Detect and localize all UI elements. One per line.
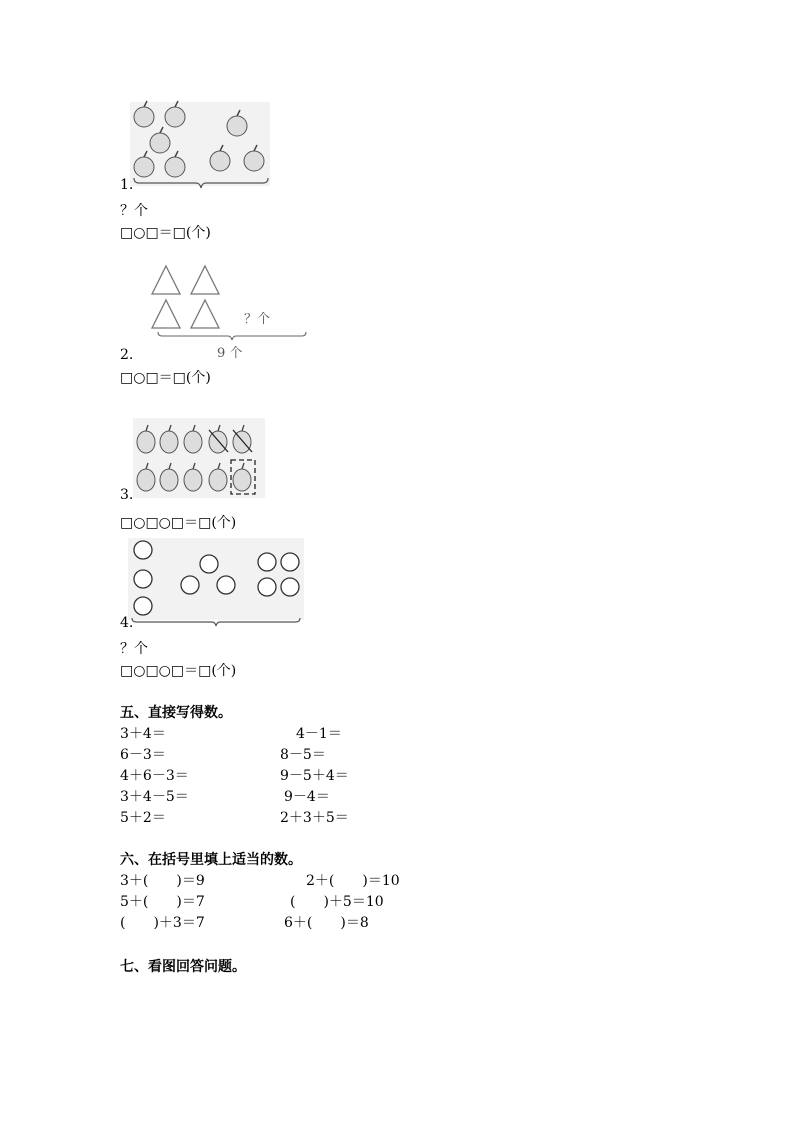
problem-3-equation: □○□○□＝□(个) [120,515,237,531]
calc-right: 9－4＝ [284,789,330,805]
section-6-title: 六、在括号里填上适当的数。 [120,852,302,868]
circle-shape [134,597,152,615]
calc-right: 8－5＝ [280,747,326,763]
circle-shape [281,578,299,596]
triangle-shape [191,300,219,328]
calc-right: 4－1＝ [296,726,342,742]
problem-4-question: ？个 [120,641,148,657]
problem-4-number: 4. [120,615,134,631]
fill-right: 6＋( )＝8 [284,915,369,931]
circle-shape [217,576,235,594]
calc-right: 2＋3＋5＝ [280,810,349,826]
problem-2-equation: □○□＝□(个) [120,370,211,386]
problem-1-question: ？个 [120,203,148,219]
calc-right: 9－5＋4＝ [280,768,349,784]
unknown-count-label: ？个 [244,312,271,327]
problem-4-equation: □○□○□＝□(个) [120,663,237,679]
fill-right: ( )＋5＝10 [290,894,384,910]
pears-illustration [133,418,265,498]
calc-left: 6－3＝ [120,747,166,763]
circle-shape [200,555,218,573]
circles-illustration [126,536,308,632]
illustration-background [128,538,304,620]
calc-left: 5＋2＝ [120,810,166,826]
problem-1-number: 1. [120,177,134,193]
total-count-label: 9 个 [217,346,243,361]
triangles-illustration [140,262,320,362]
brace [158,332,306,340]
problem-2-number: 2. [120,347,134,363]
fill-left: ( )＋3＝7 [120,915,205,931]
fill-right: 2＋( )＝10 [306,873,400,889]
section-5-title: 五、直接写得数。 [120,705,232,721]
triangle-shape [152,300,180,328]
circle-shape [258,578,276,596]
calc-left: 3＋4＝ [120,726,166,742]
fill-left: 3＋( )＝9 [120,873,205,889]
apples-illustration [128,100,273,192]
triangle-shape [152,266,180,294]
circle-shape [181,576,199,594]
circle-shape [258,553,276,571]
problem-1-equation: □○□＝□(个) [120,225,211,241]
fill-left: 5＋( )＝7 [120,894,205,910]
circle-shape [134,541,152,559]
calc-left: 4＋6－3＝ [120,768,189,784]
problem-3-number: 3. [120,487,134,503]
circle-shape [281,553,299,571]
triangle-shape [191,266,219,294]
calc-left: 3＋4－5＝ [120,789,189,805]
section-7-title: 七、看图回答问题。 [120,959,246,975]
circle-shape [134,570,152,588]
